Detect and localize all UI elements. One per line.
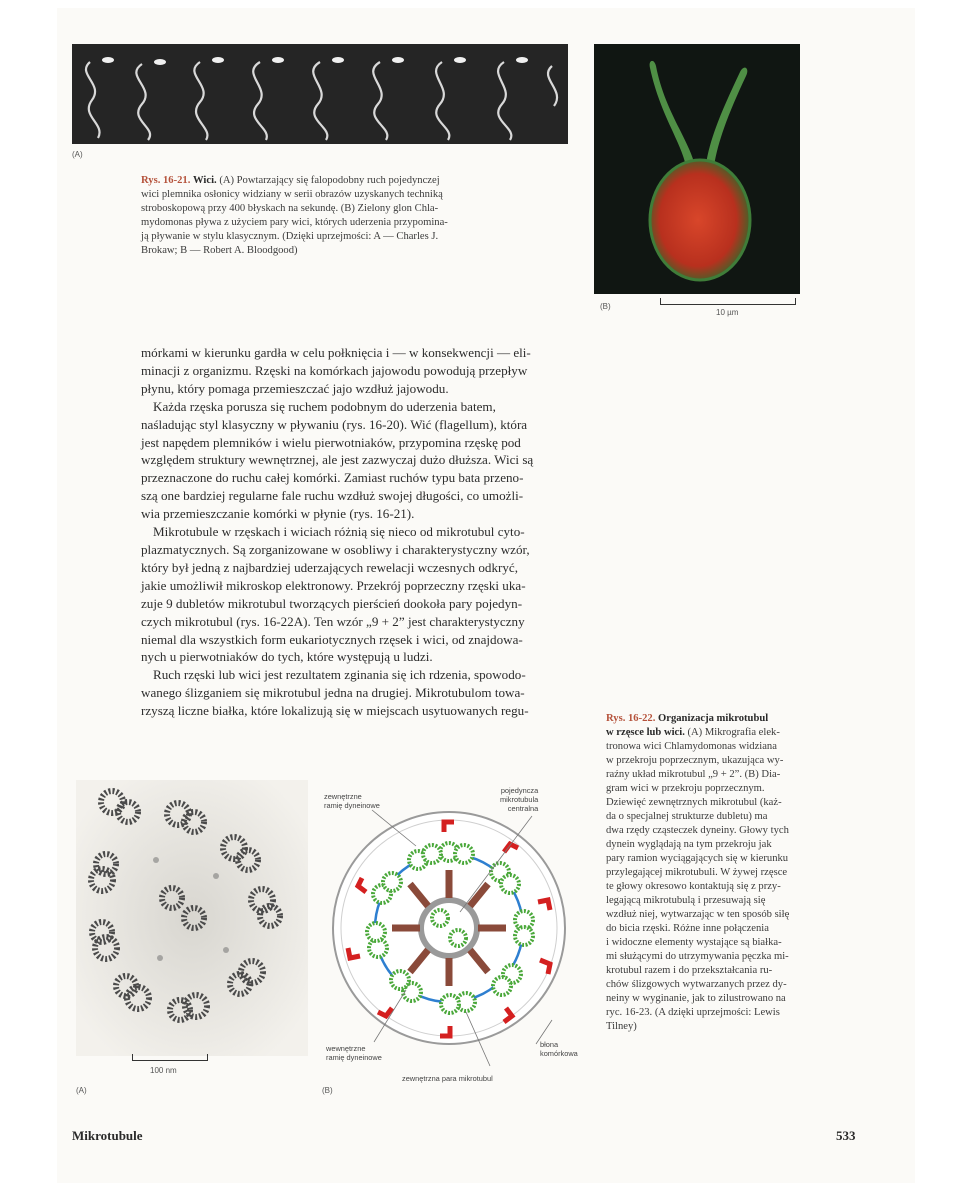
label-cell-membrane xyxy=(540,1040,578,1058)
caption-line: dynein wyglądają na tym przekroju jak xyxy=(606,839,772,850)
chlamydomonas-cell xyxy=(594,44,800,294)
text-line: mórkami w kierunku gardła w celu połknięcia i — w konsekwencji — eli- xyxy=(141,345,531,360)
caption-line: krotubul razem i do przekształcania ru- xyxy=(606,965,773,976)
caption-line: raźny układ mikrotubul „9 + 2”. (B) Dia- xyxy=(606,769,781,780)
text-line: wia przemieszczanie komórki w płynie (rys. 16-21). xyxy=(141,506,415,522)
caption-line: tronowa wici Chlamydomonas widziana xyxy=(606,741,777,752)
label-line: centralna xyxy=(507,804,539,813)
text-line: wanego ślizganiem się mikrotubul jedna na drugiej. Mikrotubulom towa- xyxy=(141,685,525,701)
scale-label-100nm: 100 nm xyxy=(150,1066,177,1075)
figure-16-21a-image xyxy=(72,44,568,144)
caption-line: legającą mikrotubulą i przesuwają się xyxy=(606,895,766,906)
label-line: błona xyxy=(540,1040,559,1049)
caption-line: wici plemnika osłonicy widziany w serii obrazów uzyskanych techniką xyxy=(141,189,443,200)
caption-line: do bicia rzęski. Różne inne połączenia xyxy=(606,923,769,934)
text-line: niemal dla wszystkich form eukariotycznych rzęsek i wici, od znajdowa- xyxy=(141,631,523,647)
label-outer-dynein-arm xyxy=(324,792,380,810)
text-line: jakie umożliwił mikroskop elektronowy. Przekrój poprzeczny rzęski uka- xyxy=(141,577,526,593)
label-outer-doublet: zewnętrzna para mikrotubul xyxy=(402,1074,493,1083)
figure-16-22a-micrograph xyxy=(76,780,308,1056)
scale-label-10um: 10 µm xyxy=(716,308,739,317)
running-footer-section: Mikrotubule xyxy=(72,1128,143,1143)
text-line: plazmatycznych. Są zorganizowane w osobliwy i charakterystyczny wzór, xyxy=(141,541,530,557)
label-line: mikrotubula xyxy=(500,795,539,804)
body-text xyxy=(141,344,575,720)
text-line: względem struktury wewnętrznej, ale jest zazwyczaj dużo dłuższa. Wici są xyxy=(141,452,534,468)
caption-line: stroboskopową przy 400 błyskach na sekundę. (B) Zielony glon Chla- xyxy=(141,203,439,214)
page-number: 533 xyxy=(836,1128,856,1143)
caption-line: te głowy okresowo kontaktują się z przy- xyxy=(606,881,781,892)
caption-line: Brokaw; B — Robert A. Bloodgood) xyxy=(141,245,298,256)
caption-line: w przekroju poprzecznym, ukazująca wy- xyxy=(606,755,784,766)
caption-line: (A) Mikrografia elek- xyxy=(687,727,780,738)
figure-16-22a-label: (A) xyxy=(76,1086,87,1095)
label-line: pojedyncza xyxy=(500,786,539,795)
figure-16-21-caption xyxy=(141,174,575,258)
text-line: jest napędem plemników i wielu pierwotniaków, przypomina rzęskę pod xyxy=(141,434,521,450)
figure-16-21a-label: (A) xyxy=(72,150,83,159)
caption-line: Dziewięć zewnętrznych mikrotubul (każ- xyxy=(606,797,782,808)
caption-title: Organizacja mikrotubul xyxy=(658,713,769,724)
scale-bar-100nm xyxy=(132,1054,208,1061)
caption-line: pary ramion wyciągających się w kierunku xyxy=(606,853,789,864)
caption-line: (A) Powtarzający się falopodobny ruch pojedynczej xyxy=(219,175,440,186)
figure-16-22b-label: (B) xyxy=(322,1086,333,1095)
caption-line: dwa rzędy cząsteczek dyneiny. Głowy tych xyxy=(606,825,789,836)
caption-line: Tilney) xyxy=(606,1021,637,1032)
axoneme-micrograph xyxy=(76,780,308,1056)
caption-line: neiny w wyginanie, jak to zilustrowano na xyxy=(606,993,786,1004)
text-line: szą one bardziej regularne fale ruchu wzdłuż swojej długości, co umożli- xyxy=(141,488,524,504)
text-line: Każda rzęska porusza się ruchem podobnym do uderzenia batem, xyxy=(153,398,496,414)
caption-number: Rys. 16-21. xyxy=(141,175,191,186)
caption-line: wzdłuż niej, wytwarzając w ten sposób siłę xyxy=(606,909,790,920)
text-line: przeznaczone do ruchu całej komórki. Zamiast ruchów typu bata przeno- xyxy=(141,470,524,486)
label-central-singlet xyxy=(500,786,538,813)
text-line: Ruch rzęski lub wici jest rezultatem zginania się ich rdzenia, spowodo- xyxy=(153,667,526,683)
caption-line: gram wici w przekroju poprzecznym. xyxy=(606,783,765,794)
text-line: rzyszą liczne białka, które lokalizują się w miejscach usytuowanych regu- xyxy=(141,703,529,719)
text-line: płynu, który pomaga przemieszczać jajo wzdłuż jajowodu. xyxy=(141,380,449,396)
caption-number: Rys. 16-22. xyxy=(606,713,656,724)
figure-16-22-caption xyxy=(606,712,860,1034)
text-line: czych mikrotubul (rys. 16-22A). Ten wzór „9 + 2” jest charakterystyczny xyxy=(141,613,525,629)
text-line: który był jedną z najbardziej uderzających rewelacji wczesnych odkryć, xyxy=(141,559,518,575)
label-line: ramię dyneinowe xyxy=(326,1053,382,1062)
caption-title: w rzęsce lub wici. xyxy=(606,727,685,738)
paragraph-1 xyxy=(141,344,575,398)
text-line: nych u pierwotniaków do tych, które występują u ludzi. xyxy=(141,649,433,665)
caption-line: mi służącymi do utrzymywania pęczka mi- xyxy=(606,951,789,962)
figure-16-21b-label: (B) xyxy=(600,302,611,311)
label-line: zewnętrzne xyxy=(324,792,362,801)
text-line: Mikrotubule w rzęskach i wiciach różnią się nieco od mikrotubul cyto- xyxy=(153,524,525,540)
figure-16-21b-image xyxy=(594,44,800,294)
paragraph-2 xyxy=(141,398,575,523)
caption-line: chów ślizgowych wytwarzanych przez dy- xyxy=(606,979,787,990)
label-inner-dynein-arm xyxy=(326,1044,382,1062)
scale-bar-10um xyxy=(660,298,796,305)
label-line: komórkowa xyxy=(540,1049,578,1058)
caption-line: da o specjalnej strukturze dubletu) ma xyxy=(606,811,768,822)
paragraph-3 xyxy=(141,523,575,666)
paragraph-4 xyxy=(141,666,575,720)
caption-line: mydomonas pływa z użyciem pary wici, których uderzenia przypomina- xyxy=(141,217,448,228)
axoneme-diagram xyxy=(320,780,582,1080)
text-line: zuje 9 dubletów mikrotubul tworzących pierścień dookoła pary pojedyn- xyxy=(141,595,523,611)
text-line: minacji z organizmu. Rzęski na komórkach jajowodu powodują przepływ xyxy=(141,362,528,378)
text-line: naśladując styl klasyczny w pływaniu (rys. 16-20). Wić (flagellum), która xyxy=(141,416,528,432)
caption-line: przylegającej mikrotubuli. W żywej rzęsce xyxy=(606,867,788,878)
caption-title: Wici. xyxy=(193,175,217,186)
caption-line: i widoczne elementy wystające są białka- xyxy=(606,937,782,948)
sperm-wave-sequence xyxy=(72,44,568,144)
label-line: wewnętrzne xyxy=(326,1044,366,1053)
label-line: ramię dyneinowe xyxy=(324,801,380,810)
caption-line: ją pływanie w stylu klasycznym. (Dzięki uprzejmości: A — Charles J. xyxy=(141,231,439,242)
caption-line: ryc. 16-23. (A dzięki uprzejmości: Lewis xyxy=(606,1007,780,1018)
